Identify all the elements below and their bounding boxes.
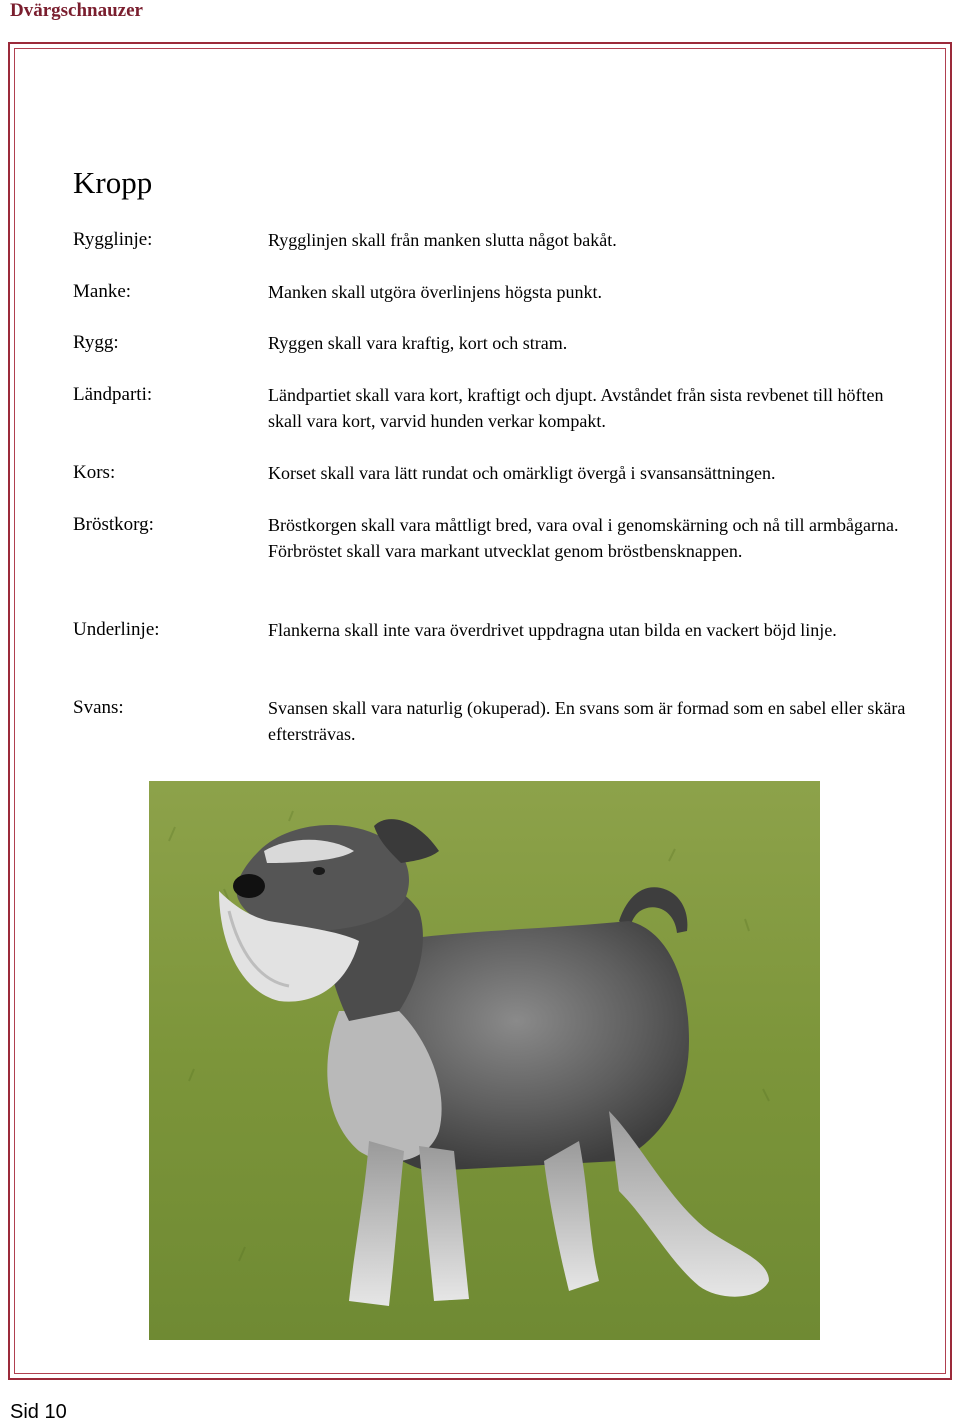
term-description: Ländpartiet skall vara kort, kraftigt och djupt. Avståndet från sista revbenet till höften skall vara kort, varvid hunden verkar kompakt. <box>268 385 884 431</box>
term-description: Svansen skall vara naturlig (okuperad). En svans som är formad som en sabel eller skära eftersträvas. <box>268 698 906 744</box>
term-description: Korset skall vara lätt rundat och omärkligt övergå i svansansättningen. <box>268 463 776 483</box>
term-label: Kors: <box>73 462 116 483</box>
term-label: Rygglinje: <box>73 229 153 250</box>
term-description: Bröstkorgen skall vara måttligt bred, vara oval i genomskärning och nå till armbågarna. Förbröstet skall vara markant utvecklat genom bröstbensknappen. <box>268 515 899 561</box>
term-description: Flankerna skall inte vara överdrivet uppdragna utan bilda en vackert böjd linje. <box>268 620 837 640</box>
term-label: Rygg: <box>73 332 119 353</box>
term-description: Manken skall utgöra överlinjens högsta punkt. <box>268 282 602 302</box>
document-header-title: Dvärgschnauzer <box>10 0 143 21</box>
term-label: Underlinje: <box>73 619 160 640</box>
term-description: Ryggen skall vara kraftig, kort och stram. <box>268 333 568 353</box>
page-number: Sid 10 <box>10 1401 67 1423</box>
term-label: Manke: <box>73 281 132 302</box>
dog-photo <box>149 781 820 1340</box>
dog-photo-illustration <box>149 781 820 1340</box>
term-label: Bröstkorg: <box>73 514 154 535</box>
section-title: Kropp <box>73 165 153 200</box>
term-label: Ländparti: <box>73 384 153 405</box>
term-description: Rygglinjen skall från manken slutta något bakåt. <box>268 230 617 250</box>
term-label: Svans: <box>73 697 124 718</box>
